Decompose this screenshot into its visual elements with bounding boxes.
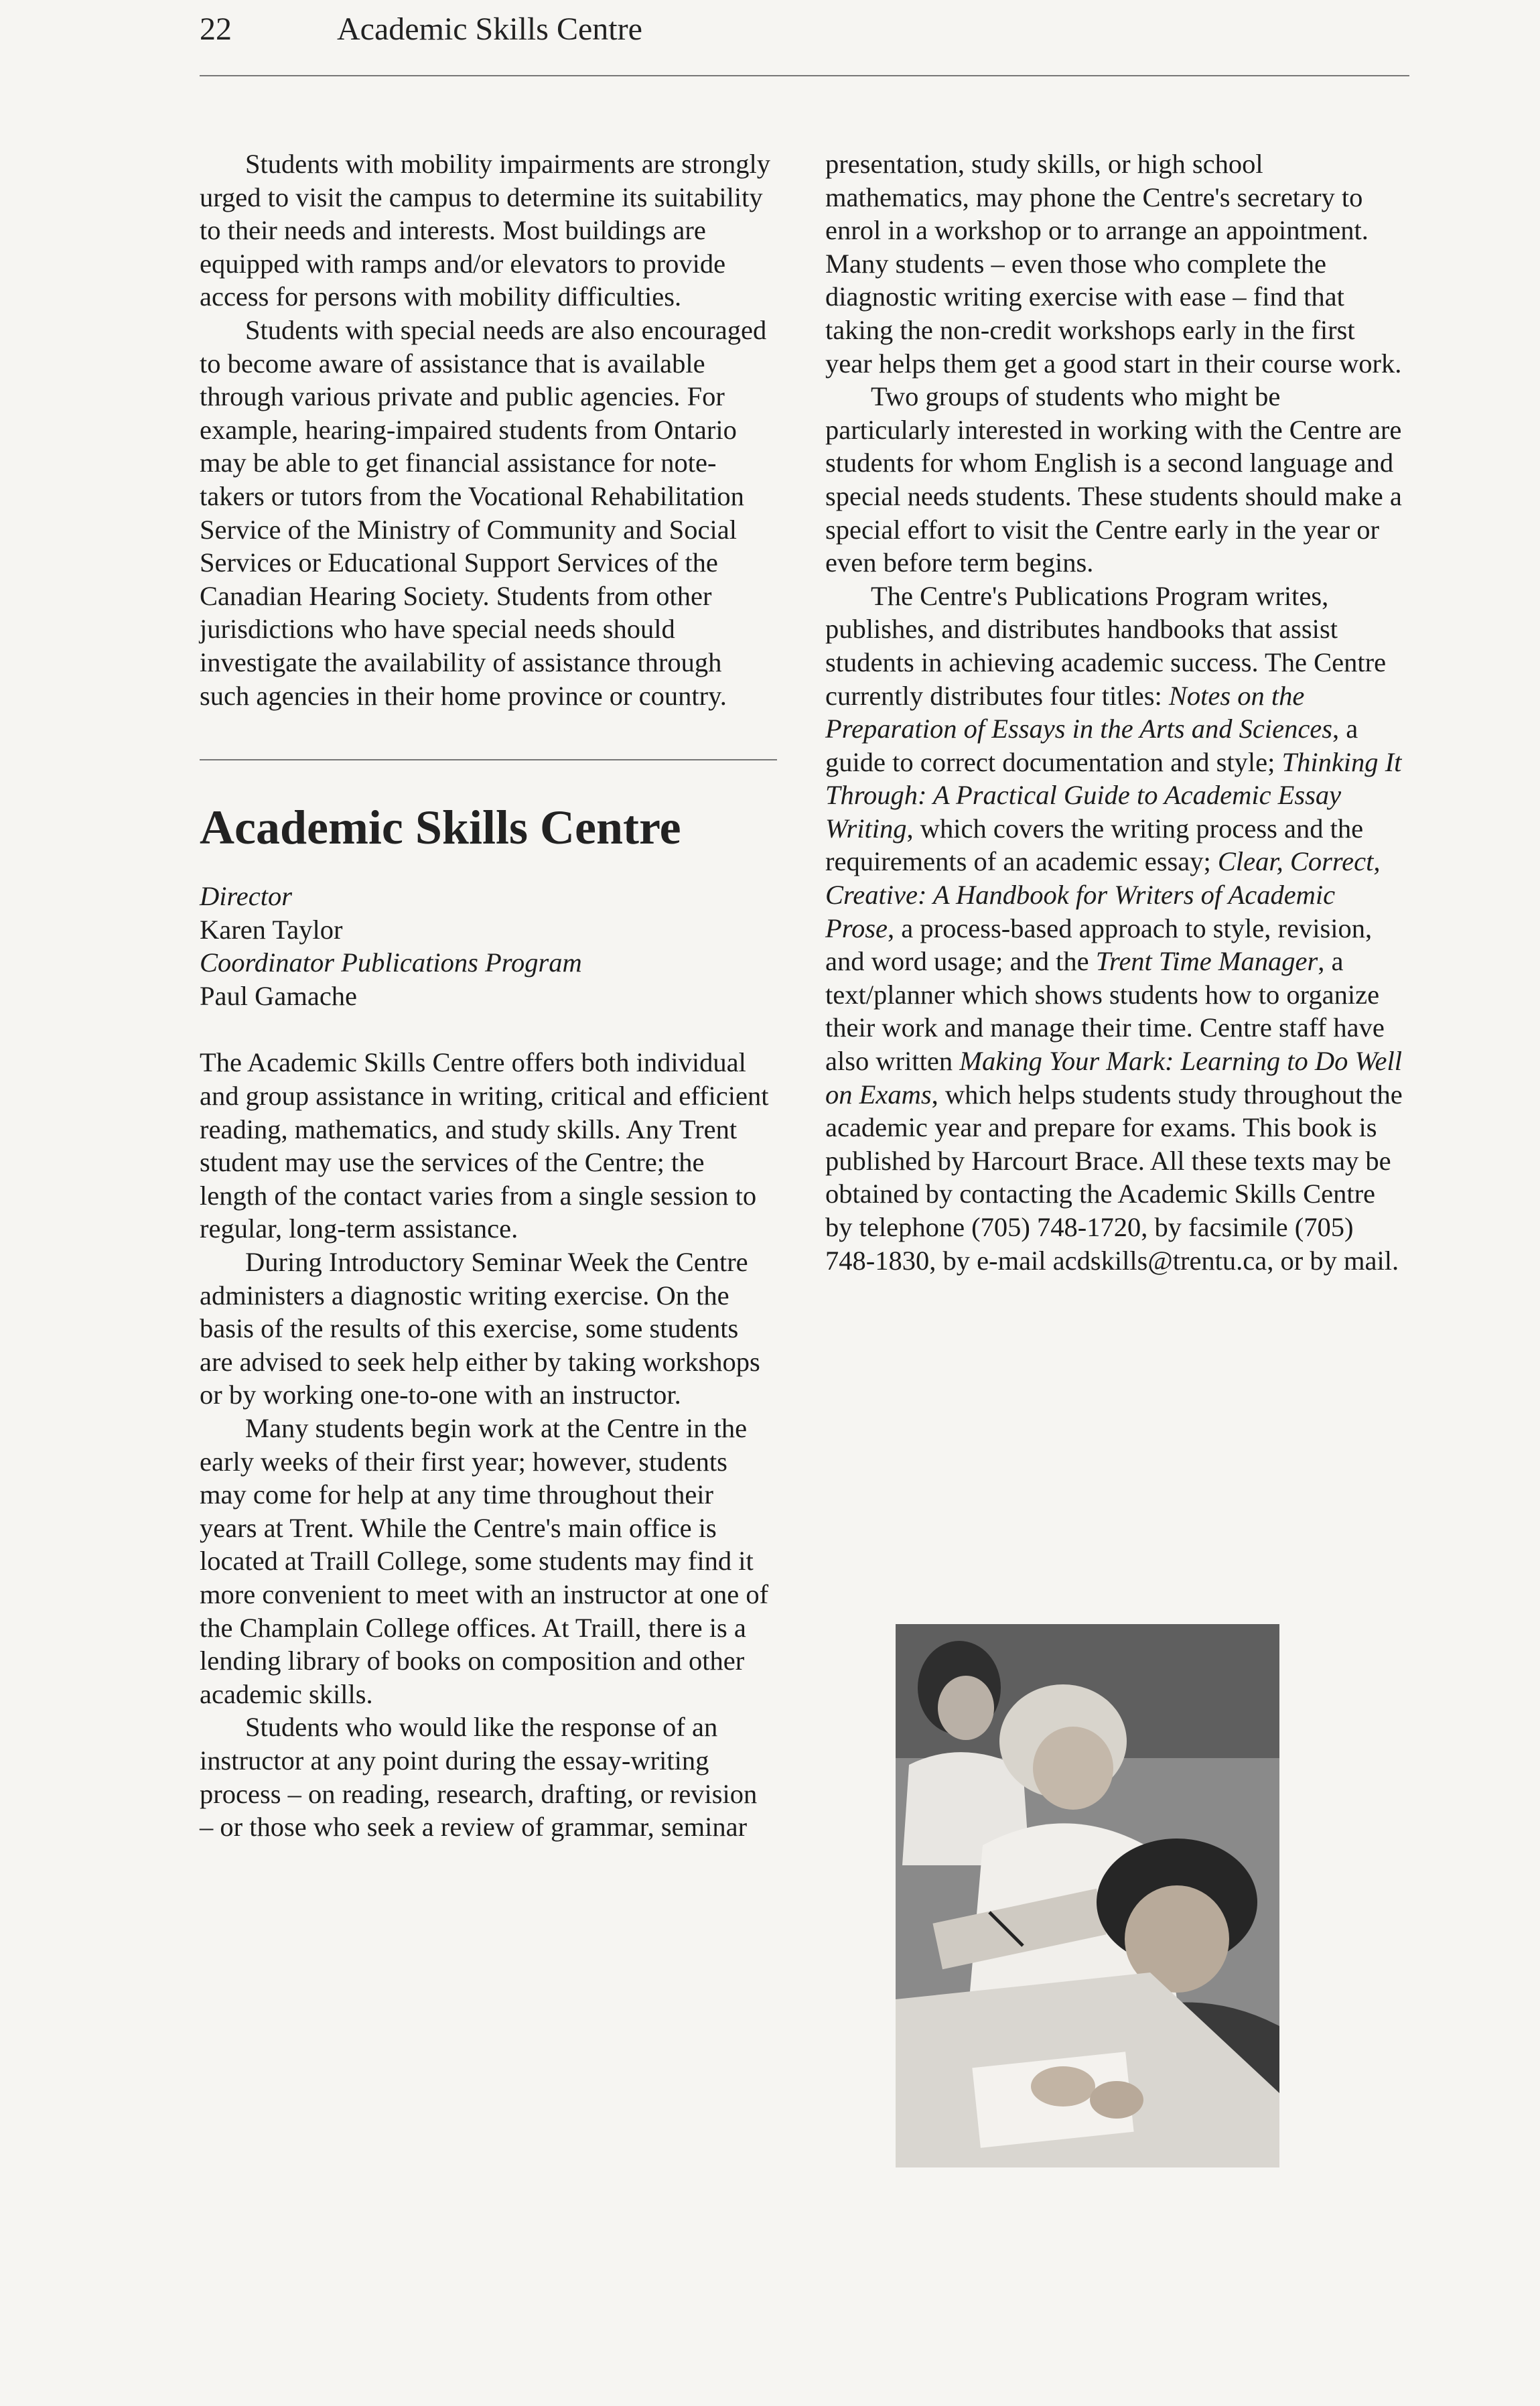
publications-text-5: , a text/planner which shows students how to organize their work and manage their time. Centre staff have also written	[825, 946, 1385, 1077]
staff-role-coordinator: Coordinator Publications Program	[200, 947, 582, 978]
staff-name-director: Karen Taylor	[200, 914, 343, 945]
paragraph-workshops: presentation, study skills, or high school mathematics, may phone the Centre's secretary to enrol in a workshop or to arrange an appointment. Many students – even those who complete the diagnostic writing exercise with ease – find that taking the non-credit workshops early in the first year helps them get a good start in their course work.	[825, 149, 1402, 379]
publications-text-2: , a guide to correct documentation and style;	[825, 714, 1358, 777]
right-column	[825, 147, 1408, 1277]
staff-role-director: Director	[200, 881, 292, 912]
publications-text-4: , a process-based approach to style, revision, and word usage; and the	[825, 913, 1373, 977]
paragraph-first-year: Many students begin work at the Centre in the early weeks of their first year; however, students may come for help at any time throughout their years at Trent. While the Centre's main office is located at Traill College, some students may find it more convenient to meet with an instructor at one of the Champlain College offices. At Traill, there is a lending library of books on composition and other academic skills.	[200, 1413, 769, 1709]
students-photo	[896, 1624, 1279, 2167]
paragraph-services: The Academic Skills Centre offers both individual and group assistance in writing, critical and efficient reading, mathematics, and study skills. Any Trent student may use the services of the Centre; the length of the contact varies from a single session to regular, long-term assistance.	[200, 1047, 769, 1244]
header-divider	[200, 75, 1409, 76]
running-title: Academic Skills Centre	[337, 11, 642, 47]
students-photo-illustration	[896, 1624, 1279, 2167]
left-column	[200, 147, 777, 1844]
section-divider	[200, 759, 777, 760]
page-number: 22	[200, 11, 232, 47]
staff-name-coordinator: Paul Gamache	[200, 980, 358, 1011]
paragraph-student-groups: Two groups of students who might be particularly interested in working with the Centre are students for whom English is a second language and special needs students. These students should make a special effort to visit the Centre early in the year or even before term begins.	[825, 381, 1402, 578]
staff-list	[200, 880, 777, 1012]
book-title-thinking: Thinking It Through: A Practical Guide to Academic Essay Writing	[825, 746, 1402, 844]
paragraph-publications	[825, 580, 1408, 1277]
book-title-clear: Clear, Correct, Creative: A Handbook for Writers of Academic Prose	[825, 846, 1381, 943]
book-title-time-manager: Trent Time Manager	[1095, 946, 1318, 977]
paragraph-mobility: Students with mobility impairments are strongly urged to visit the campus to determine its suitability to their needs and interests. Most buildings are equipped with ramps and/or elevators to provide access for persons with mobility difficulties.	[200, 149, 771, 312]
publications-text-1: The Centre's Publications Program writes, publishes, and distributes handbooks that assist students in achieving academic success. The Centre currently distributes four titles:	[825, 580, 1387, 711]
paragraph-seminar-week: During Introductory Seminar Week the Centre administers a diagnostic writing exercise. On the basis of the results of this exercise, some students are advised to seek help either by taking workshops or by working one-to-one with an instructor.	[200, 1247, 760, 1410]
paragraph-special-needs: Students with special needs are also encouraged to become aware of assistance that is available through various private and public agencies. For example, hearing-impaired students from Ontario may be able to get financial assistance for note-takers or tutors from the Vocational Rehabilitation Service of the Ministry of Community and Social Services or Educational Support Services of the Canadian Hearing Society. Students from other jurisdictions who have special needs should investigate the availability of assistance through such agencies in their home province or country.	[200, 314, 767, 711]
book-title-notes: Notes on the Preparation of Essays in the Arts and Sciences	[825, 680, 1333, 744]
paragraph-essay-response: Students who would like the response of an instructor at any point during the essay-writing process – on reading, research, drafting, or revision – or those who seek a review of grammar, seminar	[200, 1712, 758, 1843]
publications-text-6: , which helps students study throughout the academic year and prepare for exams. This book is published by Harcourt Brace. All these texts may be obtained by contacting the Academic Skills Centre by telephone (705) 748-1720, by facsimile (705) 748-1830, by e-mail acdskills@trentu.ca, or by mail.	[825, 1079, 1403, 1276]
running-head	[200, 9, 642, 50]
book-title-making-your-mark: Making Your Mark: Learning to Do Well on Exams	[825, 1046, 1402, 1110]
section-title: Academic Skills Centre	[200, 801, 681, 855]
publications-text-3: , which covers the writing process and the requirements of an academic essay;	[825, 813, 1364, 877]
